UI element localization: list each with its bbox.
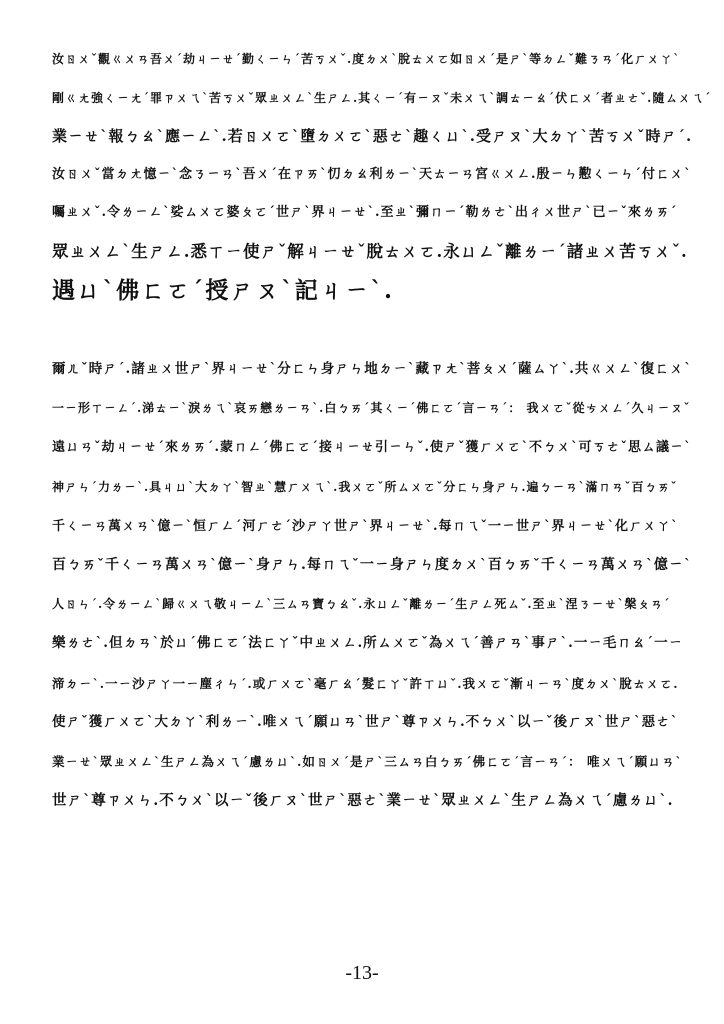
text-line: 渧ㄉㄧˋ.一ㄧ沙ㄕㄚ一ㄧ塵ㄔㄣˊ.或ㄏㄨㄛˋ毫ㄏㄠˊ髮ㄈㄚˇ許ㄒㄩˇ.我ㄨㄛˇ漸ㄐㄧㄢˋ度ㄉㄨˋ脫ㄊㄨㄛ. — [52, 675, 679, 691]
text-line: 遇ㄩˋ佛ㄈㄛˊ授ㄕㄡˋ記ㄐㄧˋ. — [52, 276, 395, 304]
text-line: 剛ㄍㄤ強ㄑㄧㄤˊ罪ㄗㄨㄟˋ苦ㄎㄨˇ眾ㄓㄨㄥˋ生ㄕㄥ.其ㄑㄧˊ有ㄧㄡˇ未ㄨㄟˋ調ㄊㄧㄠˊ伏ㄈㄨˊ者ㄓㄜˇ.隨ㄙㄨㄟˊ — [52, 90, 712, 105]
text-line: 業ㄧㄝˋ報ㄅㄠˋ應ㄧㄥˋ.若ㄖㄨㄛˋ墮ㄉㄨㄛˋ惡ㄜˋ趣ㄑㄩˋ.受ㄕㄡˋ大ㄉㄚˋ苦ㄎㄨˇ時ㄕˊ. — [52, 127, 693, 146]
text-line: 使ㄕˇ獲ㄏㄨㄛˋ大ㄉㄚˋ利ㄌㄧˋ.唯ㄨㄟˊ願ㄩㄢˋ世ㄕˋ尊ㄗㄨㄣ.不ㄅㄨˋ以ㄧˇ後ㄏㄡˋ世ㄕˋ惡ㄜˋ — [52, 713, 679, 730]
text-line: 囑ㄓㄨˇ.令ㄌㄧㄥˋ娑ㄙㄨㄛ婆ㄆㄛˊ世ㄕˋ界ㄐㄧㄝˋ.至ㄓˋ彌ㄇㄧˊ勒ㄌㄜˋ出ㄔㄨ世ㄕˋ已ㄧˇ來ㄌㄞˊ — [52, 205, 678, 221]
text-line: 人ㄖㄣˊ.令ㄌㄧㄥˋ歸ㄍㄨㄟ敬ㄐㄧㄥˋ三ㄙㄢ寶ㄅㄠˇ.永ㄩㄥˇ離ㄌㄧˊ生ㄕㄥ死ㄙˇ.至ㄓˋ涅ㄋㄧㄝˋ槃ㄆㄢˊ — [52, 597, 671, 612]
text-line: 神ㄕㄣˊ力ㄌㄧˋ.具ㄐㄩˋ大ㄉㄚˋ智ㄓˋ慧ㄏㄨㄟˋ.我ㄨㄛˇ所ㄙㄨㄛˇ分ㄈㄣ身ㄕㄣ.遍ㄅㄧㄢˋ滿ㄇㄢˇ百ㄅㄞˇ — [52, 479, 678, 494]
text-line: 世ㄕˋ尊ㄗㄨㄣ.不ㄅㄨˋ以ㄧˇ後ㄏㄡˋ世ㄕˋ惡ㄜˋ業ㄧㄝˋ眾ㄓㄨㄥˋ生ㄕㄥ為ㄨㄟˊ慮ㄌㄩˋ. — [52, 792, 674, 810]
text-line: 汝ㄖㄨˇ觀ㄍㄨㄢ吾ㄨˊ劫ㄐㄧㄝˊ勤ㄑㄧㄣˊ苦ㄎㄨˇ.度ㄉㄨˋ脫ㄊㄨㄛ如ㄖㄨˊ是ㄕˋ等ㄉㄥˇ難ㄋㄢˊ化ㄏㄨㄚˋ — [52, 52, 681, 66]
paragraph-1 — [52, 40, 712, 310]
text-line: 千ㄑㄧㄢ萬ㄨㄢˋ億ㄧˋ恒ㄏㄥˊ河ㄏㄜˊ沙ㄕㄚ世ㄕˋ界ㄐㄧㄝˋ.每ㄇㄟˇ一ㄧ世ㄕˋ界ㄐㄧㄝˋ化ㄏㄨㄚˋ — [52, 518, 679, 534]
text-line: 百ㄅㄞˇ千ㄑㄧㄢ萬ㄨㄢˋ億ㄧˋ身ㄕㄣ.每ㄇㄟˇ一ㄧ身ㄕㄣ度ㄉㄨˋ百ㄅㄞˇ千ㄑㄧㄢ萬ㄨㄢˋ億ㄧˋ — [52, 556, 692, 573]
page-number: -13- — [345, 962, 379, 984]
text-line: 樂ㄌㄜˋ.但ㄉㄢˋ於ㄩˊ佛ㄈㄛˊ法ㄈㄚˇ中ㄓㄨㄥ.所ㄙㄨㄛˇ為ㄨㄟˊ善ㄕㄢˋ事ㄕˋ.一ㄧ毛ㄇㄠˊ一ㄧ — [52, 635, 684, 652]
text-line: 爾ㄦˇ時ㄕˊ.諸ㄓㄨ世ㄕˋ界ㄐㄧㄝˋ分ㄈㄣ身ㄕㄣ地ㄉㄧˋ藏ㄗㄤˋ菩ㄆㄨˊ薩ㄙㄚˋ.共ㄍㄨㄥˋ復ㄈㄨˋ — [52, 361, 692, 377]
text-line: 遠ㄩㄢˇ劫ㄐㄧㄝˊ來ㄌㄞˊ.蒙ㄇㄥˊ佛ㄈㄛˊ接ㄐㄧㄝ引ㄧㄣˇ.使ㄕˇ獲ㄏㄨㄛˋ不ㄅㄨˋ可ㄎㄜˇ思ㄙ議ㄧˋ — [52, 440, 692, 456]
text-line: 眾ㄓㄨㄥˋ生ㄕㄥ.悉ㄒㄧ使ㄕˇ解ㄐㄧㄝˇ脫ㄊㄨㄛ.永ㄩㄥˇ離ㄌㄧˊ諸ㄓㄨ苦ㄎㄨˇ. — [52, 241, 688, 261]
text-line: 業ㄧㄝˋ眾ㄓㄨㄥˋ生ㄕㄥ為ㄨㄟˊ慮ㄌㄩˋ.如ㄖㄨˊ是ㄕˋ三ㄙㄢ白ㄅㄞˊ佛ㄈㄛˊ言ㄧㄢˊ： 唯ㄨㄟˊ願ㄩㄢˋ — [52, 753, 683, 769]
text-line: 一ㄧ形ㄒㄧㄥˊ.涕ㄊㄧˋ淚ㄌㄟˋ哀ㄞ戀ㄌㄧㄢˋ.白ㄅㄞˊ其ㄑㄧˊ佛ㄈㄛˊ言ㄧㄢˊ： 我ㄨㄛˇ從ㄘㄨㄥˊ久ㄐㄧㄡˇ — [52, 401, 691, 416]
text-line: 汝ㄖㄨˇ當ㄉㄤ憶ㄧˋ念ㄋㄧㄢˋ吾ㄨˊ在ㄗㄞˋ忉ㄉㄠ利ㄌㄧˋ天ㄊㄧㄢ宮ㄍㄨㄥ.殷ㄧㄣ懃ㄑㄧㄣˊ付ㄈㄨˋ — [52, 166, 692, 182]
paragraph-2 — [52, 350, 692, 820]
